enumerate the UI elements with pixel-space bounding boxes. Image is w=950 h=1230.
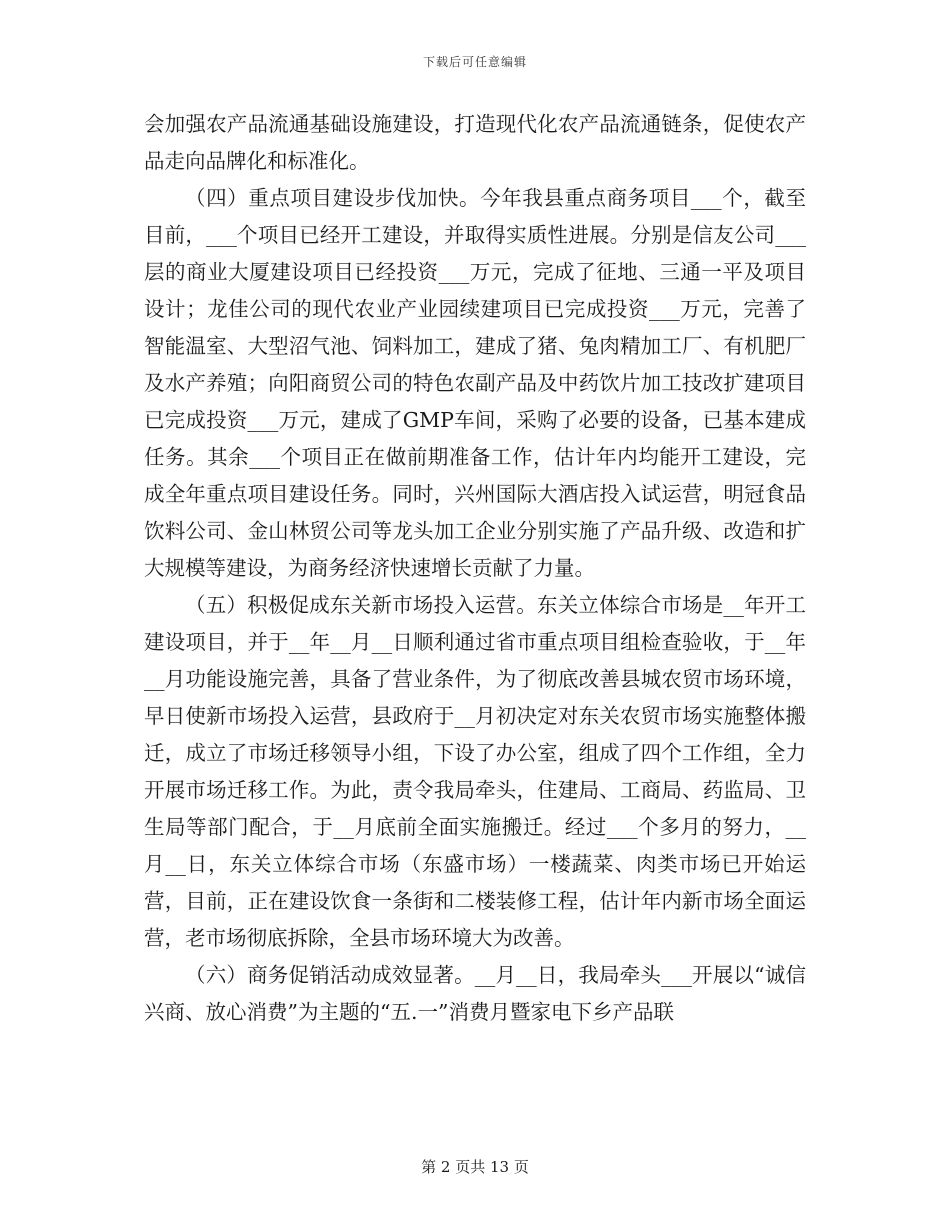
paragraph-section-4: （四）重点项目建设步伐加快。今年我县重点商务项目___个，截至目前，___个项目已经开工建设，并取得实质性进展。分别是信友公司___层的商业大厦建设项目已经投资___万元，完成了征地、三通一平及项目设计；龙佳公司的现代农业产业园续建项目已完成投资___万元，完善了智能温室、大型沼气池、饲料加工，建成了猪、兔肉精加工厂、有机肥厂及水产养殖；向阳商贸公司的特色农副产品及中药饮片加工技改扩建项目已完成投资___万元，建成了GMP车间，采购了必要的设备，已基本建成任务。其余___个项目正在做前期准备工作，估计年内均能开工建设，完成全年重点项目建设任务。同时，兴州国际大酒店投入试运营，明冠食品饮料公司、金山林贸公司等龙头加工企业分别实施了产品升级、改造和扩大规模等建设，为商务经济快速增长贡献了力量。 <box>144 186 806 580</box>
page-number-footer: 第 2 页共 13 页 <box>421 1158 529 1176</box>
paragraph-section-5: （五）积极促成东关新市场投入运营。东关立体综合市场是__年开工建设项目，并于__年__月__日顺利通过省市重点项目组检查验收，于__年__月功能设施完善，具备了营业条件，为了彻底改善县城农贸市场环境，早日使新市场投入运营，县政府于__月初决定对东关农贸市场实施整体搬迁，成立了市场迁移领导小组，下设了办公室，组成了四个工作组，全力开展市场迁移工作。为此，责令我局牵头，住建局、工商局、药监局、卫生局等部门配合，于__月底前全面实施搬迁。经过___个多月的努力，__月__日，东关立体综合市场（东盛市场）一楼蔬菜、肉类市场已开始运营，目前，正在建设饮食一条街和二楼装修工程，估计年内新市场全面运营，老市场彻底拆除，全县市场环境大为改善。 <box>144 593 806 950</box>
page-header: 下载后可任意编辑 <box>422 55 527 69</box>
paragraph-section-6: （六）商务促销活动成效显著。__月__日，我局牵头___开展以“诚信兴商、放心消费”为主题的“五.一”消费月暨家电下乡产品联 <box>144 963 806 1024</box>
paragraph-continuation: 会加强农产品流通基础设施建设，打造现代化农产品流通链条，促使农产品走向品牌化和标准化。 <box>144 112 806 173</box>
document-body <box>144 106 806 1031</box>
